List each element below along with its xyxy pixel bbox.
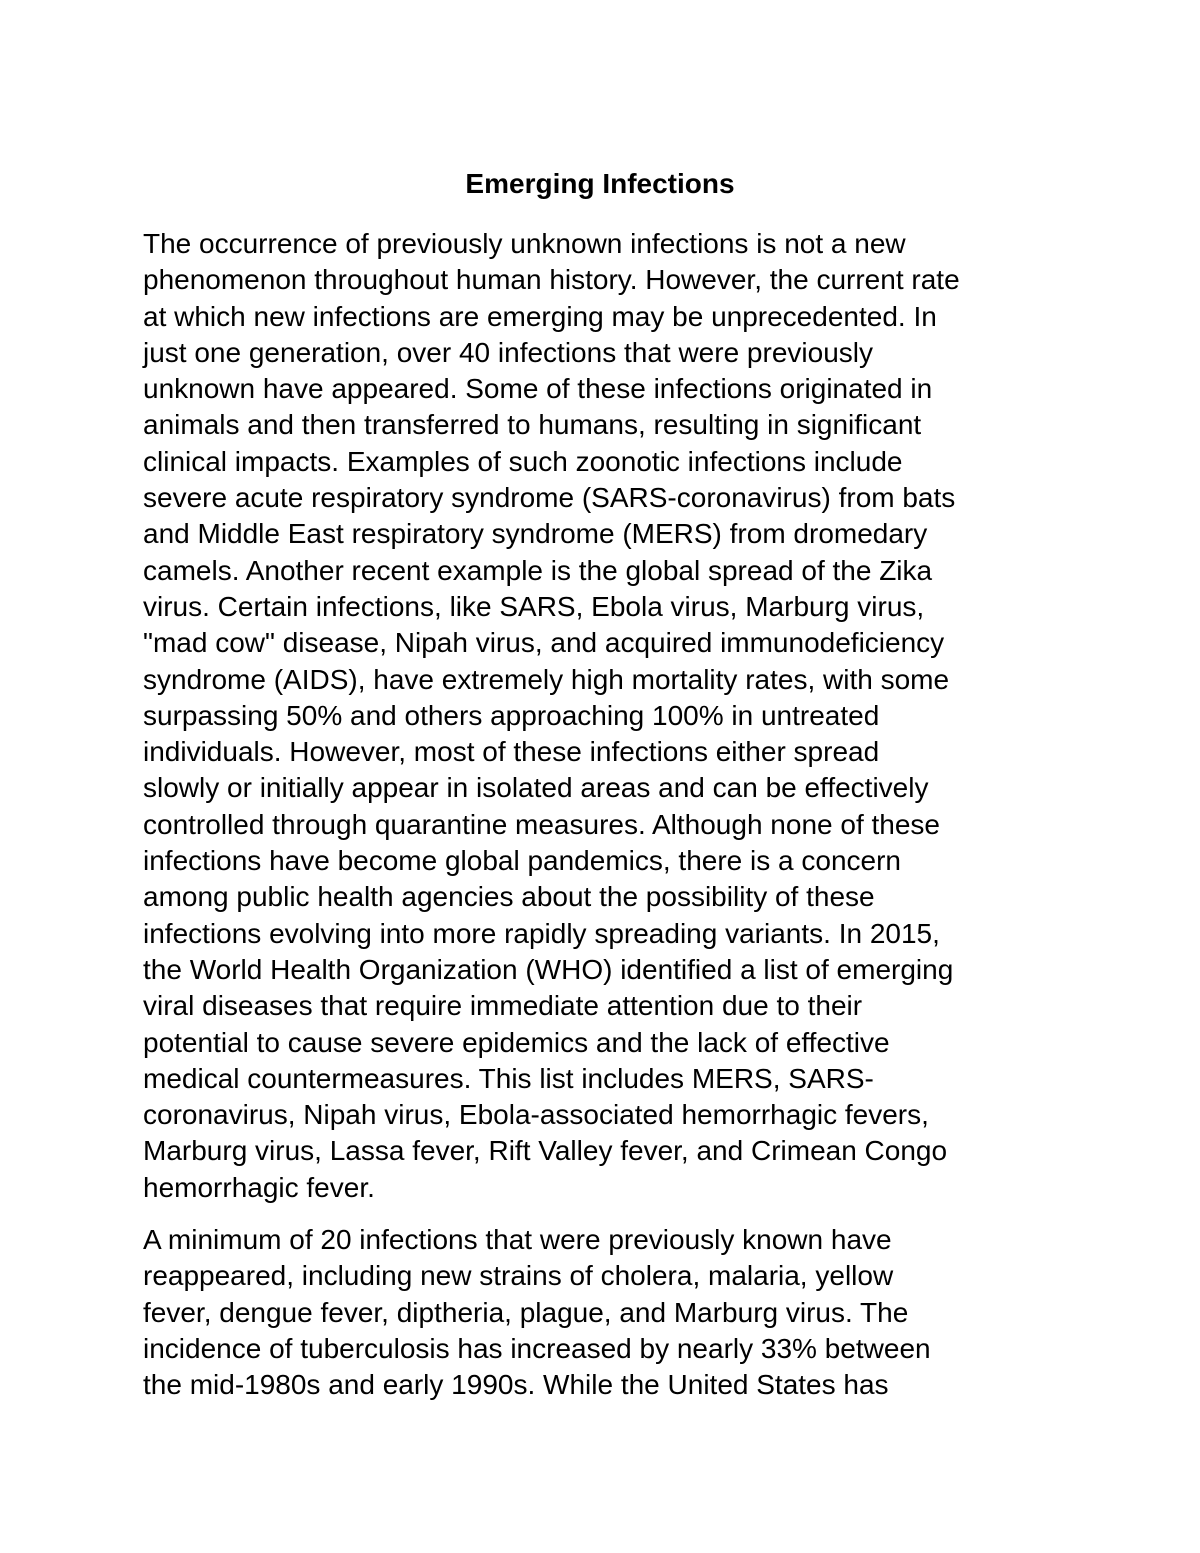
text-line: reappeared, including new strains of cholera, malaria, yellow [143,1260,894,1292]
text-line: just one generation, over 40 infections that were previously [143,336,873,368]
text-line: the World Health Organization (WHO) identified a list of emerging [143,953,954,985]
text-line: virus. Certain infections, like SARS, Ebola virus, Marburg virus, [143,590,925,622]
text-line: controlled through quarantine measures. Although none of these [143,808,941,840]
text-line: infections evolving into more rapidly spreading variants. In 2015, [143,917,940,949]
text-line: fever, dengue fever, diptheria, plague, and Marburg virus. The [143,1296,909,1328]
text-line: and Middle East respiratory syndrome (MERS) from dromedary [143,518,928,550]
paragraph [143,1222,931,1403]
text-line: individuals. However, most of these infections either spread [143,736,880,768]
text-line: Marburg virus, Lassa fever, Rift Valley fever, and Crimean Congo [143,1135,948,1167]
text-line: camels. Another recent example is the global spread of the Zika [143,554,933,586]
text-line: potential to cause severe epidemics and the lack of effective [143,1026,890,1058]
text-line: The occurrence of previously unknown infections is not a new [143,228,906,259]
text-line: severe acute respiratory syndrome (SARS-coronavirus) from bats [143,482,956,514]
text-line: medical countermeasures. This list includes MERS, SARS- [143,1062,874,1094]
document-title: Emerging Infections [465,168,735,199]
text-line: coronavirus, Nipah virus, Ebola-associated hemorrhagic fevers, [143,1099,929,1131]
text-line: hemorrhagic fever. [143,1171,375,1203]
text-line: at which new infections are emerging may be unprecedented. In [143,300,937,332]
text-line: unknown have appeared. Some of these infections originated in [143,373,933,405]
text-line: incidence of tuberculosis has increased by nearly 33% between [143,1332,931,1364]
text-line: animals and then transferred to humans, resulting in significant [143,409,922,441]
paragraph [143,226,960,1206]
text-line: clinical impacts. Examples of such zoonotic infections include [143,445,903,477]
text-line: among public health agencies about the possibility of these [143,881,875,913]
text-line: viral diseases that require immediate attention due to their [143,990,863,1022]
text-line: slowly or initially appear in isolated areas and can be effectively [143,772,929,804]
text-line: the mid-1980s and early 1990s. While the United States has [143,1369,889,1401]
text-line: syndrome (AIDS), have extremely high mortality rates, with some [143,663,950,695]
text-line: phenomenon throughout human history. However, the current rate [143,264,960,296]
text-line: infections have become global pandemics, there is a concern [143,845,901,877]
text-line: "mad cow" disease, Nipah virus, and acquired immunodeficiency [143,627,945,659]
text-line: surpassing 50% and others approaching 100% in untreated [143,699,880,731]
text-line: A minimum of 20 infections that were previously known have [143,1224,892,1255]
